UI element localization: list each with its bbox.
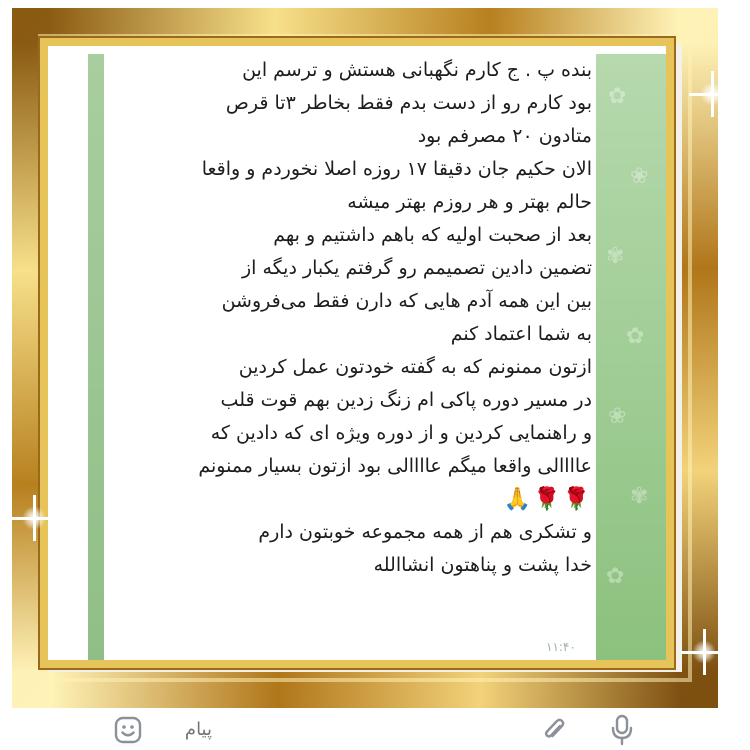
paperclip-icon[interactable] [541,716,567,744]
message-text [108,54,592,582]
message-line: در مسیر دوره پاکی ام زنگ زدین بهم قوت قلب [220,389,592,411]
emoji-line: 🌹🌹🙏 [503,487,592,512]
right-green-pattern: ✿ ❀ ✾ ✿ ❀ ✾ ✿ [596,54,666,660]
message-line: تضمین دادین تصمیمم رو گرفتم یکبار دیگه از [242,257,592,279]
message-line: به شما اعتماد کنم [450,323,592,345]
message-line: بین این همه آدم هایی که دارن فقط می‌فروشن [221,290,592,312]
left-green-strip [88,54,104,660]
message-line: متادون ۲۰ مصرفم بود [417,125,592,147]
message-line: بعد از صحبت اولیه که باهم داشتیم و بهم [273,224,592,246]
message-line: حالم بهتر و هر روزم بهتر میشه [347,191,592,213]
sparkle [692,640,716,664]
message-line: و تشکری هم از همه مجموعه خوبتون دارم [258,521,592,543]
smile-icon[interactable] [113,715,143,745]
message-line: ازتون ممنونم که به گفته خودتون عمل کردین [238,356,592,378]
message-line: بود کارم رو از دست بدم فقط بخاطر ۳تا قرص [225,92,592,114]
sparkle [22,506,46,530]
message-line: و راهنمایی کردین و از دوره ویژه ای که دادین که [210,422,592,444]
message-bubble [48,46,666,660]
sparkle [700,82,724,106]
message-time: ۱۱:۴۰ [546,640,576,654]
microphone-icon[interactable] [609,714,635,746]
message-line: خدا پشت و پناهتون انشاالله [373,554,592,576]
message-line: بنده پ . ج کارم نگهبانی هستش و ترسم این [242,59,592,81]
message-line: عاااالی واقعا میگم عاااالی بود ازتون بسیار ممنونم [198,455,592,477]
message-line: الان حکیم جان دقیقا ۱۷ روزه اصلا نخوردم و واقعا [201,158,592,180]
composer-bar [0,708,750,750]
message-input[interactable] [160,718,214,741]
